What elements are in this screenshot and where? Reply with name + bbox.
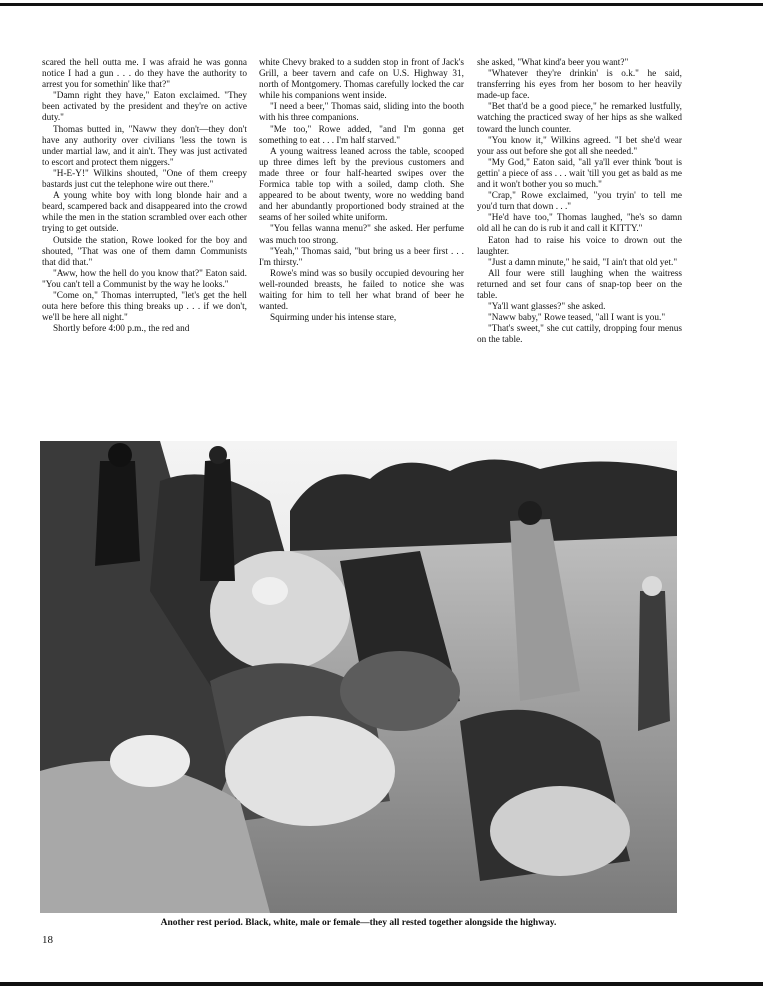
paragraph: Shortly before 4:00 p.m., the red and xyxy=(53,324,190,335)
paragraph: white Chevy braked to a sudden stop in front of Jack's Grill, a beer tavern and cafe on U.S. Highway 31, north of Montgomery. Thomas carefully locked the car while his companions went inside. xyxy=(259,58,464,102)
paragraph: "Me too," Rowe added, "and I'm gonna get something to eat . . . I'm half starved." xyxy=(259,124,464,146)
paragraph: "Yeah," Thomas said, "but bring us a beer first . . . I'm thirsty." xyxy=(259,246,464,268)
paragraph: "You know it," Wilkins agreed. "I bet she'd wear your ass out before she got all she needed." xyxy=(477,135,682,157)
paragraph: Outside the station, Rowe looked for the boy and shouted, "That was one of them damn Communists that did that." xyxy=(42,235,247,268)
paragraph: she asked, "What kind'a beer you want?" xyxy=(477,58,629,68)
paragraph: "Naww baby," Rowe teased, "all I want is you." xyxy=(488,313,666,324)
paragraph: All four were still laughing when the waitress returned and set four cans of snap-top beer on the table. xyxy=(477,268,682,301)
paragraph: Thomas butted in, "Naww they don't—they don't have any authority over civilians 'less the town is under martial law, and it ain't. They was just activated to escort and protect them niggers." xyxy=(42,124,247,168)
paragraph: "Whatever they're drinkin' is o.k." he said, transferring his eyes from her bosom to her heavily made-up face. xyxy=(477,69,682,102)
paragraph: A young waitress leaned across the table, scooped up three dimes left by the previous customers and made three or four half-hearted swipes over the Formica table top with a soiled, damp cloth. She appeared to be about twenty, wore no wedding band and her abundantly proportioned body strained at the seams of her soiled white uniform. xyxy=(259,146,464,224)
crowd-photo xyxy=(40,441,677,913)
photo-caption: Another rest period. Black, white, male or female—they all rested together alongside the highway. xyxy=(160,918,557,928)
paragraph: Squirming under his intense stare, xyxy=(270,313,397,324)
paragraph: "You fellas wanna menu?" she asked. Her perfume was much too strong. xyxy=(259,224,464,246)
paragraph: scared the hell outta me. I was afraid he was gonna notice I had a gun . . . do they have the authority to arrest you for somethin' like that?" xyxy=(42,58,247,91)
paragraph: "I need a beer," Thomas said, sliding into the booth with his three companions. xyxy=(259,102,464,124)
paragraph: Eaton had to raise his voice to drown out the laughter. xyxy=(477,235,682,257)
paragraph: Rowe's mind was so busily occupied devouring her well-rounded breasts, he failed to notice she was waiting for him to tell her what brand of beer he wanted. xyxy=(259,268,464,313)
article-column-3 xyxy=(477,58,682,346)
paragraph: "Ya'll want glasses?" she asked. xyxy=(488,302,606,313)
article-body xyxy=(42,58,683,440)
article-column-2 xyxy=(259,58,464,324)
paragraph: "Damn right they have," Eaton exclaimed. "They been activated by the president and they're on active duty." xyxy=(42,91,247,124)
paragraph: "Just a damn minute," he said, "I ain't that old yet." xyxy=(488,257,678,268)
article-column-1 xyxy=(42,58,247,335)
paragraph: "H-E-Y!" Wilkins shouted, "One of them creepy bastards just cut the telephone wire out there." xyxy=(42,168,247,191)
top-rule xyxy=(0,3,763,6)
paragraph: "He'd have too," Thomas laughed, "he's so damn old all he can do is rub it and call it KITTY." xyxy=(477,213,682,235)
paragraph: "That's sweet," she cut cattily, dropping four menus on the table. xyxy=(477,324,682,346)
paragraph: A young white boy with long blonde hair and a beard, scampered back and disappeared into the crowd while the men in the station scrambled over each other trying to get outside. xyxy=(42,191,247,235)
paragraph: "Bet that'd be a good piece," he remarked lustfully, watching the practiced sway of her hips as she walked toward the lunch counter. xyxy=(477,102,682,135)
paragraph: "Come on," Thomas interrupted, "let's get the hell outa here before this thing breaks up . . . if we don't, we'll be here all night." xyxy=(42,290,247,324)
paragraph: "My God," Eaton said, "all ya'll ever think 'bout is gettin' a piece of ass . . . wait 'till you get as bald as me and it won't bother you so much." xyxy=(477,157,682,191)
paragraph: "Aww, how the hell do you know that?" Eaton said. "You can't tell a Communist by the way he looks." xyxy=(42,268,247,290)
bottom-rule xyxy=(0,982,763,986)
paragraph: "Crap," Rowe exclaimed, "you tryin' to tell me you'd turn that down . . ." xyxy=(477,191,682,213)
photo-illustration xyxy=(40,441,677,913)
page-number: 18 xyxy=(42,934,53,946)
